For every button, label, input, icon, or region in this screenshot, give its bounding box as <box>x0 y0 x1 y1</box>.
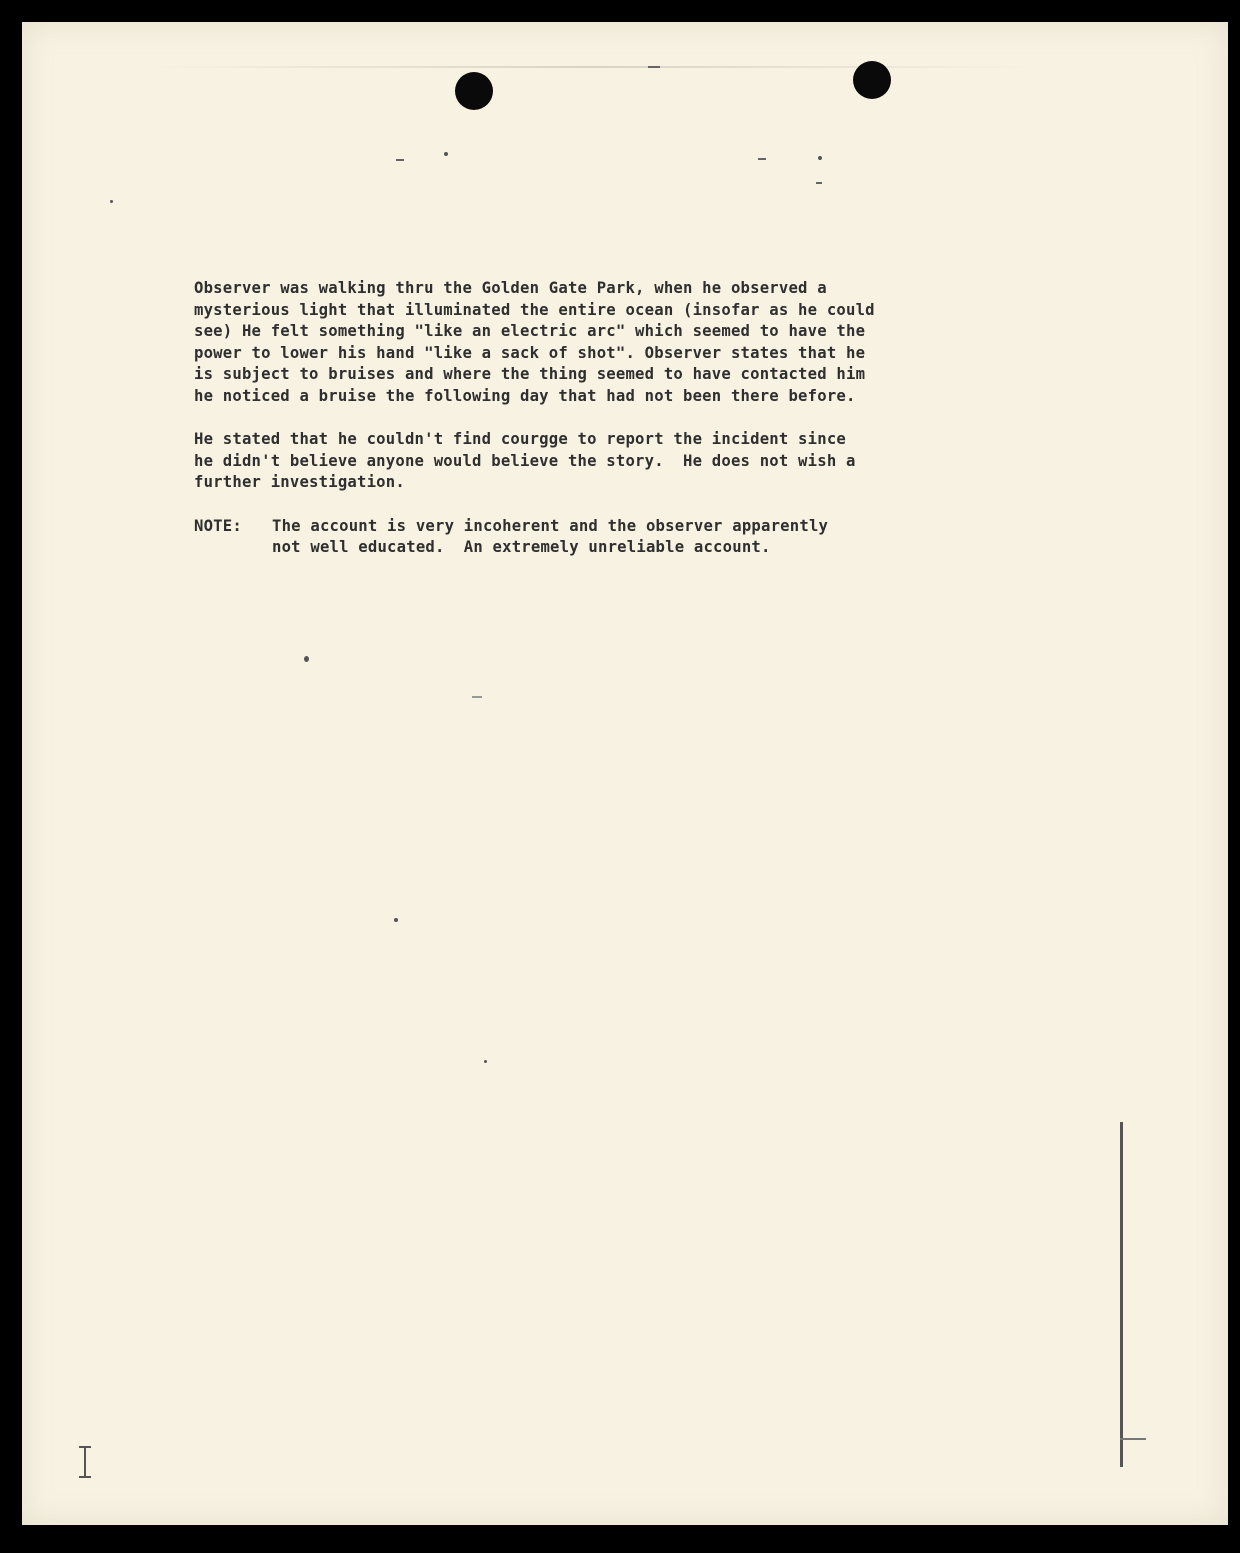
scan-speck <box>444 152 448 156</box>
text-line: see) He felt something "like an electric arc" which seemed to have the <box>194 322 866 341</box>
text-line: he noticed a bruise the following day that had not been there before. <box>194 386 856 405</box>
scan-smudge <box>152 66 1032 68</box>
text-line: mysterious light that illuminated the entire ocean (insofar as he could <box>194 300 875 319</box>
scan-speck <box>648 66 660 68</box>
scan-speck <box>484 1060 487 1063</box>
scan-speck <box>110 200 113 203</box>
scan-speck <box>818 156 822 160</box>
left-edge-mark-bottom <box>79 1476 91 1478</box>
scan-speck <box>816 182 822 184</box>
document-page <box>22 22 1228 1525</box>
text-line: power to lower his hand "like a sack of shot". Observer states that he <box>194 343 866 362</box>
typed-report-body <box>194 278 994 559</box>
paragraph-statement <box>194 429 994 494</box>
scan-speck <box>304 656 309 662</box>
scan-speck <box>394 918 398 922</box>
punch-hole-right <box>853 61 891 99</box>
left-edge-mark-top <box>79 1446 91 1448</box>
note-label: NOTE: <box>194 516 242 535</box>
text-line: further investigation. <box>194 473 405 492</box>
text-line: not well educated. An extremely unreliable account. <box>272 538 771 557</box>
scan-speck <box>396 159 404 161</box>
paragraph-observation <box>194 278 994 408</box>
text-line: The account is very incoherent and the observer apparently <box>272 516 829 535</box>
left-edge-mark <box>84 1446 86 1478</box>
note-body <box>272 516 994 559</box>
text-line: Observer was walking thru the Golden Gate Park, when he observed a <box>194 279 827 297</box>
text-line: is subject to bruises and where the thing seemed to have contacted him <box>194 365 866 384</box>
margin-rule-line <box>1120 1122 1123 1467</box>
note-section <box>194 516 994 559</box>
margin-rule-tick <box>1120 1438 1146 1440</box>
scan-speck <box>472 696 482 698</box>
text-line: he didn't believe anyone would believe the story. He does not wish a <box>194 451 856 470</box>
punch-hole-left <box>455 72 493 110</box>
text-line: He stated that he couldn't find courgge to report the incident since <box>194 430 846 449</box>
scan-speck <box>758 158 766 160</box>
